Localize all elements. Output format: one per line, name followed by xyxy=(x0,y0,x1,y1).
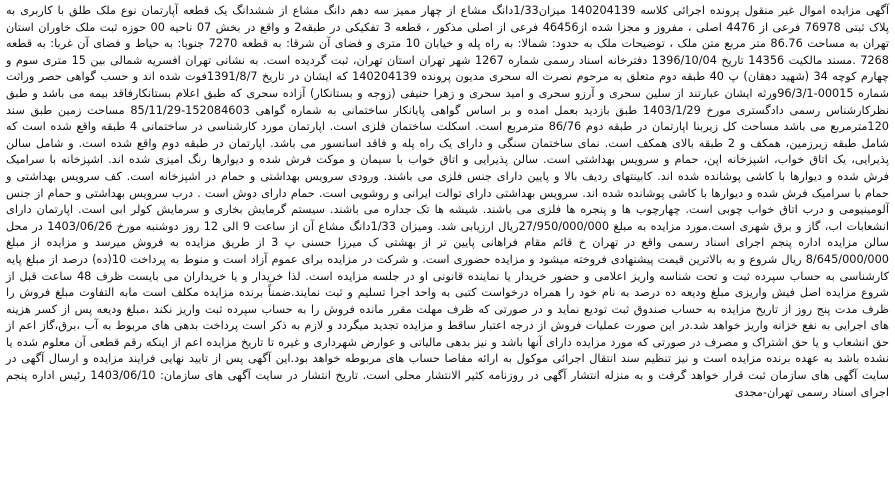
auction-notice-text: آگهی مزایده اموال غیر منقول پرونده اجرائی کلاسه 140204139 میزان1/33دانگ مشاع از چهار ممیز سه دهم دانگ مشاع از ششدانگ یک قطعه آپارتمان نوع ملک طلق با کاربری به پلاک ثبتی 76978 فرعی از 4476 اصلی ، مفروز و مجزا شده از46456 فرعی از اصلی مذکور ، قطعه 3 تفکیکی در طبقه2 و واقع در بخش 07 ناحیه 00 حوزه ثبت ملک خاوران استان تهران به مساحت 86.76 متر مربع متن ملک ، توضیحات ملک به حدود: شمالا: به راه پله و خیابان 10 متری و فضای آن شرقا: به قطعه 7270 جنوبا: به حیاط و فضای آن غربا: به قطعه 7268 .مسند مالکیت 14356 تاریخ 1396/10/04 دفترخانه اسناد رسمی شماره 1267 شهر تهران استان تهران، ثبت گردیده است. به نشانی تهران افسریه شمالی بین 15 متری سوم و چهارم کوچه 34 (شهید دهقان) پ 40 طبقه دوم متعلق به مرحوم نصرت اله سحری مدیون پرونده 140204139 که ایشان در تاریخ 1391/8/7فوت شده اند و حسب گواهی حصر وراثت شماره 00015-96/3/1ورثه ایشان عبارتند از سلین سحری و آرزو سحری و امید سحری و زهرا حنیفی (زوجه و بستانکار) آزاده سحری که طبق اعلام بستانکارفاقد بیمه می باشد و طبق نظرکارشناس رسمی دادگستری مورخ 1403/1/29 طبق بازدید بعمل امده و بر اساس گواهی پایانکار ساختمانی به شماره گواهی 152084603-85/11/29 مساحت زمین طبق سند 120مترمربع می باشد مساحت کل زیربنا اپارتمان در طبقه دوم 86/76 مترمربع است. اسکلت ساختمان فلزی است. اپارتمان مورد کارشناسی در ساختمانی 4 طبقه واقع شده است که شامل طبقه زیرزمین، همکف و 2 طبقه بالای همکف است. نمای ساختمان سنگی و دارای یک راه پله و فاقد اسانسور می باشد. اپارتمان در طبقه دوم واقع شده است. و شامل سالن پذیرایی، یک اتاق خواب، اشپزخانه اپن، حمام و سرویس بهداشتی است. سالن پذیرایی و اتاق خواب با سیمان و موکت فرش شده و دیوارها رنگ امیزی شده اند. اشپزخانه با سرامیک فرش شده و دیوارها با کاشی پوشانده شده اند. کابینتهای ردیف بالا و پایین دارای جنس فلزی می باشند. ورودی سرویس بهداشتی و حمام در اشپزخانه است. کف سرویس بهداشتی و حمام با سرامیک فرش شده و دیوارها با کاشی پوشانده شده اند. سرویس بهداشتی دارای توالت ایرانی و روشویی است. حمام دارای دوش است . درب سرویس بهداشتی و حمام از جنس آلومینیومی و درب اتاق خواب چوبی است. چهارچوب ها و پنجره ها فلزی می باشند. شیشه ها تک جداره می باشند. سیستم گرمایش بخاری و سرمایش کولر ابی است. اپارتمان دارای انشعابات اب، گاز و برق شهری است.مورد مزایده به مبلغ 27/950/000/000ریال ارزیابی شد. ومیزان 1/33دانگ مشاع آن از ساعت 9 الی 12 روز دوشنبه مورخ 1403/06/26 در محل سالن مزایده اداره پنجم اجرای اسناد رسمی واقع در تهران خ قائم مقام فراهانی پایین تر از بهشتی ک میرزا حسنی پ 3 از طریق مزایده به فروش میرسد و مزایده از مبلغ 8/645/000/000 ریال شروع و به بالاترین قیمت پیشنهادی فروخته میشود و مزایده حضوری است. و شرکت در مزایده برای عموم آزاد است و منوط به پرداخت 10(ده) درصد از مبلغ پایه کارشناسی به حساب سپرده ثبت و تحت شناسه واریز اعلامی و حضور خریدار یا نماینده قانونی او در جلسه مزایده است. لذا خریدار و یا خریداران می بایست ظرف 48 ساعت قبل از شروع مزایده اصل فیش واریزی مبلغ ودیعه ده درصد به نام خود را همراه درخواست کتبی به واحد اجرا تسلیم و ثبت نمایند.ضمناً برنده مزایده مکلف است مابه التفاوت مبلغ فروش را ظرف مدت پنج روز از تاریخ مزایده به حساب صندوق ثبت تودیع نماید و در صورتی که ظرف مهلت مقرر مانده فروش را به حساب سپرده ثبت واریز نکند ،مبلغ ودیعه پس از کسر هزینه های اجرایی به نفع خزانه واریز خواهد شد.در این صورت عملیات فروش از درجه اعتبار ساقط و مزایده تجدید میگردد و لازم به ذکر است پرداخت بدهی های مربوط به آب ،برق،گاز اعم از حق انشعاب و یا حق اشتراک و مصرف در صورتی که مورد مزایده دارای آنها باشد و نیز بدهی مالیاتی و عوارض شهرداری و غیره تا تاریخ مزایده اعم از اینکه رقم قطعی آن معلوم شده یا نشده باشد به عهده برنده مزایده است و نیز تنظیم سند انتقال اجرائی موکول به ارائه مفاصا حساب های مربوطه خواهد بود.این آگهی پس از تایید نهایی فرایند مزایده و ارسال آگهی در سایت آگهی های سازمان ثبت قرار خواهد گرفت و به منزله انتشار آگهی در روزنامه کثیر الانتشار محلی است. تاریخ انتشار در سایت آگهی های سازمان: 1403/06/10 رئیس اداره پنجم اجرای اسناد رسمی تهران-مجدی xyxy=(6,4,890,399)
